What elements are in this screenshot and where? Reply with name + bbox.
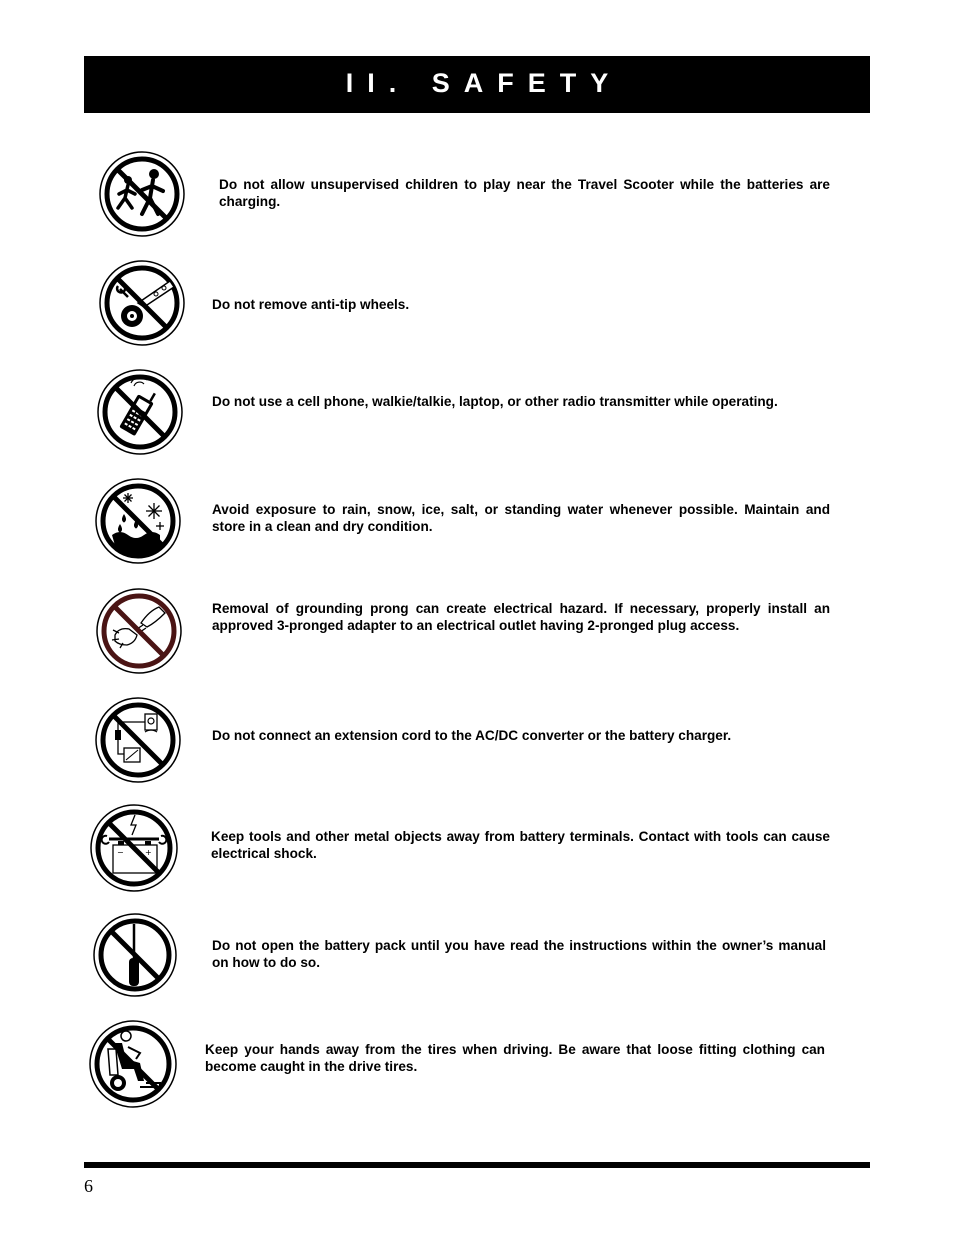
footer-rule bbox=[84, 1162, 870, 1168]
no-removing-anti-tip-wheel-icon bbox=[98, 259, 186, 347]
page-number: 6 bbox=[84, 1176, 93, 1196]
no-grounding-prong-removal-icon bbox=[95, 587, 183, 675]
warning-text-8: Do not open the battery pack until you have read the instructions within the owner’s manual on how to do so. bbox=[212, 938, 826, 971]
warning-text-5: Removal of grounding prong can create electrical hazard. If necessary, properly install an approved 3-pronged adapter to an electrical outlet having 2-pronged plug access. bbox=[212, 601, 830, 634]
warning-text-4: Avoid exposure to rain, snow, ice, salt, or standing water whenever possible. Maintain and store in a clean and dry condition. bbox=[212, 502, 830, 535]
no-tools-on-battery-icon bbox=[89, 803, 179, 893]
no-extension-cord-icon bbox=[94, 696, 182, 784]
no-water-exposure-icon bbox=[94, 477, 182, 565]
warning-text-6: Do not connect an extension cord to the AC/DC converter or the battery charger. bbox=[212, 728, 732, 743]
section-title: II. SAFETY bbox=[345, 68, 623, 98]
warning-text-1: Do not allow unsupervised children to play near the Travel Scooter while the batteries are charging. bbox=[219, 177, 830, 210]
warning-text-3: Do not use a cell phone, walkie/talkie, laptop, or other radio transmitter while operating. bbox=[212, 394, 778, 409]
warning-text-7: Keep tools and other metal objects away from battery terminals. Contact with tools can cause electrical shock. bbox=[211, 829, 830, 862]
no-children-playing-icon bbox=[98, 150, 186, 238]
svg-text:+: + bbox=[145, 848, 152, 857]
warning-text-9: Keep your hands away from the tires when driving. Be aware that loose fitting clothing can become caught in the drive tires. bbox=[205, 1042, 825, 1075]
section-header-bar bbox=[84, 56, 870, 113]
no-cell-phone-icon bbox=[96, 368, 184, 456]
hands-away-from-tires-icon bbox=[88, 1019, 178, 1109]
no-opening-battery-pack-icon bbox=[92, 912, 178, 998]
svg-text:−: − bbox=[117, 848, 124, 857]
warning-text-2: Do not remove anti-tip wheels. bbox=[212, 297, 410, 312]
